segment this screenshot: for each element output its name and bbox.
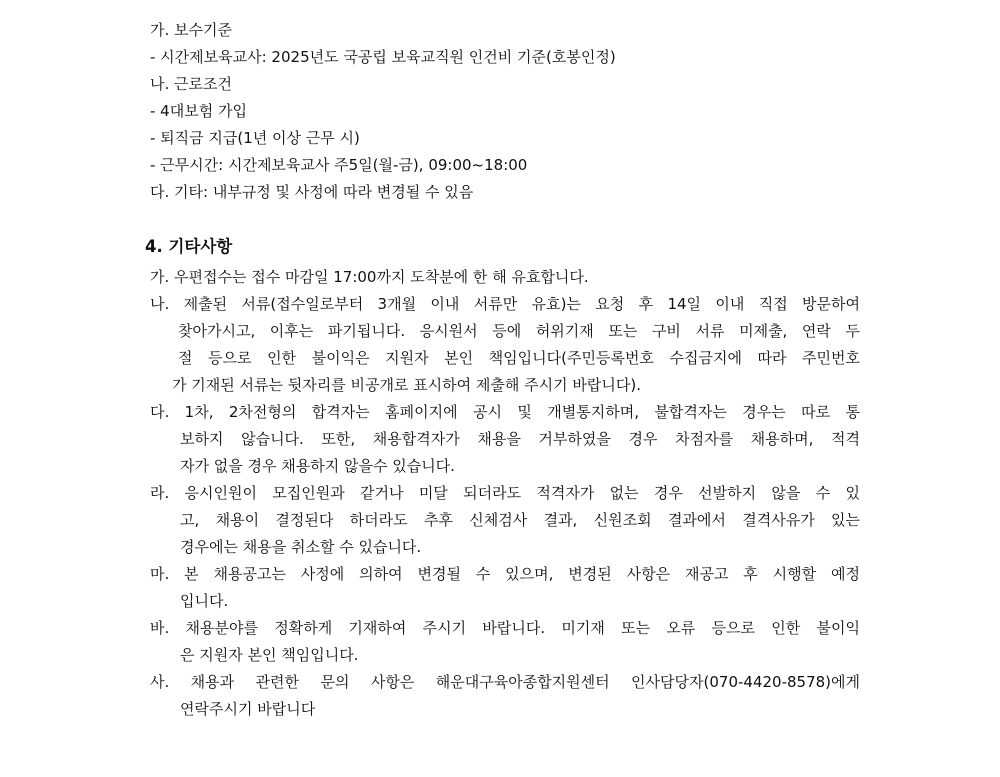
list-item <box>150 672 860 726</box>
list-item-line: 찾아가시고, 이후는 파기됩니다. 응시원서 등에 허위기재 또는 구비 서류 미제출, 연락 두 <box>178 322 860 340</box>
list-item <box>150 267 860 294</box>
list-item-line: 가 기재된 서류는 뒷자리를 비공개로 표시하여 제출해 주시기 바랍니다). <box>172 376 641 394</box>
list-item-line: 가. 우편접수는 접수 마감일 17:00까지 도착분에 한 해 유효합니다. <box>150 268 589 286</box>
pay-standard-detail: - 시간제보육교사: 2025년도 국공립 보육교직원 인건비 기준(호봉인정) <box>150 48 616 66</box>
other-conditions-item: 다. 기타: 내부규정 및 사정에 따라 변경될 수 있음 <box>150 183 474 201</box>
list-item <box>150 564 860 618</box>
work-conditions-title: 나. 근로조건 <box>150 75 232 93</box>
list-item-line: 마. 본 채용공고는 사정에 의하여 변경될 수 있으며, 변경된 사항은 재공고 후 시행할 예정 <box>150 565 860 583</box>
list-item-line: 은 지원자 본인 책임입니다. <box>180 646 359 664</box>
list-item <box>150 618 860 672</box>
list-item-line: 다. 1차, 2차전형의 합격자는 홈페이지에 공시 및 개별통지하며, 불합격자는 경우는 따로 통 <box>150 403 860 421</box>
list-item-line: 나. 제출된 서류(접수일로부터 3개월 이내 서류만 유효)는 요청 후 14일 이내 직접 방문하여 <box>150 295 860 313</box>
list-item-line: 입니다. <box>180 592 229 610</box>
list-item <box>150 294 860 402</box>
list-item-line: 자가 없을 경우 채용하지 않을수 있습니다. <box>180 457 455 475</box>
list-item-line: 보하지 않습니다. 또한, 채용합격자가 채용을 거부하였을 경우 차점자를 채용하며, 적격 <box>180 430 860 448</box>
list-item-line: 고, 채용이 결정된다 하더라도 추후 신체검사 결과, 신원조회 결과에서 결격사유가 있는 <box>180 511 860 529</box>
list-item-line: 바. 채용분야를 정확하게 기재하여 주시기 바랍니다. 미기재 또는 오류 등으로 인한 불이익 <box>150 619 860 637</box>
list-item-line: 경우에는 채용을 취소할 수 있습니다. <box>180 538 422 556</box>
section-heading-other-matters: 4. 기타사항 <box>145 237 233 256</box>
list-item-line: 절 등으로 인한 불이익은 지원자 본인 책임입니다(주민등록번호 수집금지에 따라 주민번호 <box>178 349 860 367</box>
list-item-line: 사. 채용과 관련한 문의 사항은 해운대구육아종합지원센터 인사담당자(070-4420-8578)에게 <box>150 673 860 691</box>
list-item <box>150 402 860 483</box>
pay-standard-title: 가. 보수기준 <box>150 21 232 39</box>
work-hours-item: - 근무시간: 시간제보육교사 주5일(월-금), 09:00~18:00 <box>150 156 528 174</box>
list-item <box>150 483 860 564</box>
list-item-line: 연락주시기 바랍니다 <box>180 700 316 718</box>
severance-item: - 퇴직금 지급(1년 이상 근무 시) <box>150 129 360 147</box>
insurance-item: - 4대보험 가입 <box>150 102 247 120</box>
list-item-line: 라. 응시인원이 모집인원과 같거나 미달 되더라도 적격자가 없는 경우 선발하지 않을 수 있 <box>150 484 860 502</box>
